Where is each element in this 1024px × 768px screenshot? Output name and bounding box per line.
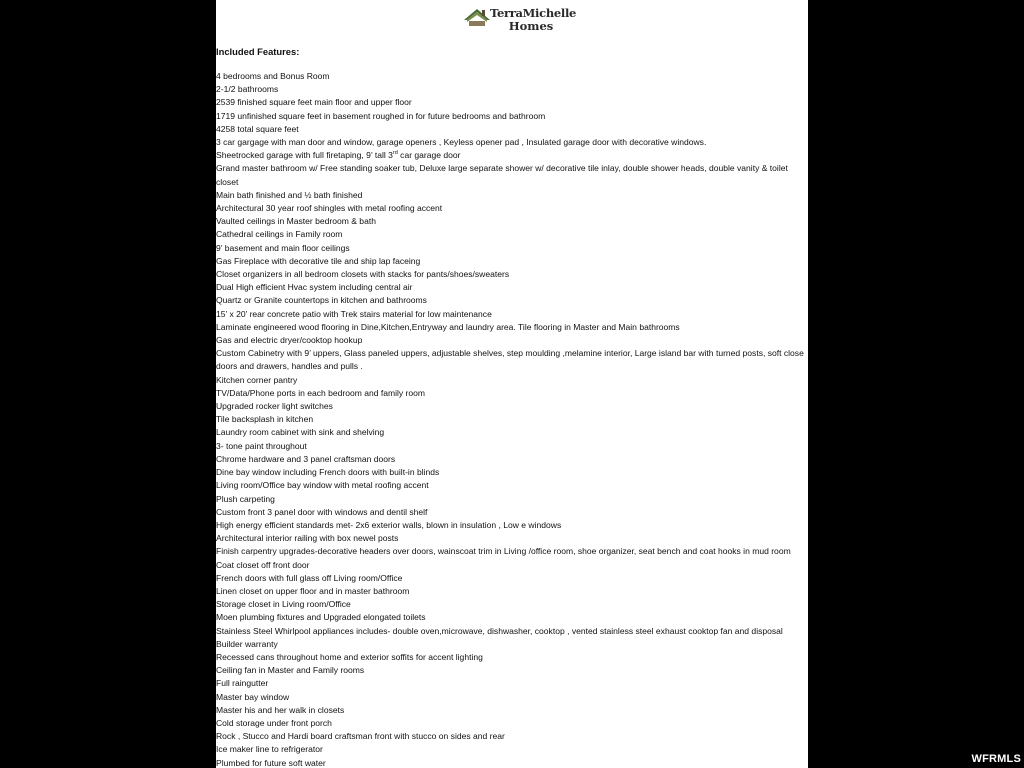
logo-line-2: Homes: [508, 19, 554, 33]
feature-item: 2539 finished square feet main floor and upper floor: [216, 97, 412, 108]
feature-item: 4258 total square feet: [216, 123, 299, 134]
house-roof-icon: [462, 6, 492, 28]
mls-watermark: WFRMLS: [971, 753, 1021, 765]
feature-item: TV/Data/Phone ports in each bedroom and family room: [216, 387, 426, 398]
feature-item: 1719 unfinished square feet in basement roughed in for future bedrooms and bathroom: [216, 110, 546, 121]
feature-item: Closet organizers in all bedroom closets with stacks for pants/shoes/sweaters: [216, 269, 510, 280]
feature-item: Sheetrocked garage with full firetaping, 9’ tall 3rd car garage door: [216, 150, 461, 161]
feature-item: Gas and electric dryer/cooktop hookup: [216, 335, 363, 346]
feature-item: Kitchen corner pantry: [216, 374, 298, 385]
feature-item: Quartz or Granite countertops in kitchen and bathrooms: [216, 295, 427, 306]
feature-item: Laminate engineered wood flooring in Dine,Kitchen,Entryway and laundry area. Tile flooring in Master and Main bathrooms: [216, 321, 680, 332]
feature-item: Dual High efficient Hvac system including central air: [216, 282, 413, 293]
feature-item: Dine bay window including French doors with built-in blinds: [216, 467, 440, 478]
feature-item: Finish carpentry upgrades-decorative headers over doors, wainscoat trim in Living /office room, shoe organizer, seat bench and coat hooks in mud room: [216, 546, 791, 557]
feature-item: Stainless Steel Whirlpool appliances includes- double oven,microwave, dishwasher, cooktop , vented stainless steel exhaust cooktop fan and disposal: [216, 625, 783, 636]
feature-item: Upgraded rocker light switches: [216, 401, 333, 412]
feature-item: French doors with full glass off Living room/Office: [216, 572, 403, 583]
logo-wordmark: [490, 6, 577, 33]
feature-item: Storage closet in Living room/Office: [216, 599, 351, 610]
feature-item: 9’ basement and main floor ceilings: [216, 242, 350, 253]
features-heading: Included Features:: [216, 46, 300, 57]
feature-item: Plush carpeting: [216, 493, 275, 504]
feature-item: Recessed cans throughout home and exterior soffits for accent lighting: [216, 651, 483, 662]
feature-item: Master his and her walk in closets: [216, 704, 345, 715]
document-page: [216, 0, 808, 768]
feature-item: Master bay window: [216, 691, 290, 702]
feature-item: 3- tone paint throughout: [216, 440, 307, 451]
feature-item: Coat closet off front door: [216, 559, 310, 570]
feature-item: Architectural interior railing with box newel posts: [216, 533, 399, 544]
logo-line-1: TerraMichelle: [490, 6, 577, 20]
feature-item: Custom Cabinetry with 9’ uppers, Glass paneled uppers, adjustable shelves, step moulding ,melamine interior, Large island bar with turned posts, soft close doors and drawers, handles and pulls .: [216, 348, 804, 372]
feature-item: Chrome hardware and 3 panel craftsman doors: [216, 453, 396, 464]
feature-item: Builder warranty: [216, 638, 278, 649]
feature-item: 4 bedrooms and Bonus Room: [216, 71, 330, 81]
feature-item: Cold storage under front porch: [216, 717, 332, 728]
feature-item: 3 car gargage with man door and window, garage openers , Keyless opener pad , Insulated garage door with decorative windows.: [216, 137, 707, 148]
builder-logo: [462, 6, 577, 34]
feature-item: Moen plumbing fixtures and Upgraded elongated toilets: [216, 612, 426, 623]
feature-item: Main bath finished and ½ bath finished: [216, 189, 363, 200]
feature-item: Plumbed for future soft water: [216, 757, 326, 768]
feature-item: Gas Fireplace with decorative tile and ship lap faceing: [216, 255, 421, 266]
feature-item: Architectural 30 year roof shingles with metal roofing accent: [216, 203, 443, 214]
features-list: [216, 70, 808, 768]
feature-item: Rock , Stucco and Hardi board craftsman front with stucco on sides and rear: [216, 731, 505, 742]
feature-item: 2-1/2 bathrooms: [216, 84, 279, 95]
feature-item: Living room/Office bay window with metal roofing accent: [216, 480, 429, 491]
feature-item: Custom front 3 panel door with windows and dentil shelf: [216, 506, 428, 517]
feature-item: Grand master bathroom w/ Free standing soaker tub, Deluxe large separate shower w/ decorative tile inlay, double shower heads, double vanity & toilet closet: [216, 163, 788, 187]
feature-item: Ceiling fan in Master and Family rooms: [216, 665, 365, 676]
feature-item: Cathedral ceilings in Family room: [216, 229, 343, 240]
feature-item: Vaulted ceilings in Master bedroom & bath: [216, 216, 376, 227]
feature-item: Tile backsplash in kitchen: [216, 414, 314, 425]
feature-item: Full raingutter: [216, 678, 269, 689]
feature-item: Ice maker line to refrigerator: [216, 744, 323, 755]
feature-item: 15’ x 20’ rear concrete patio with Trek stairs material for low maintenance: [216, 308, 492, 319]
feature-item: Linen closet on upper floor and in master bathroom: [216, 585, 410, 596]
feature-item: High energy efficient standards met- 2x6 exterior walls, blown in insulation , Low e windows: [216, 519, 562, 530]
feature-item: Laundry room cabinet with sink and shelving: [216, 427, 385, 438]
